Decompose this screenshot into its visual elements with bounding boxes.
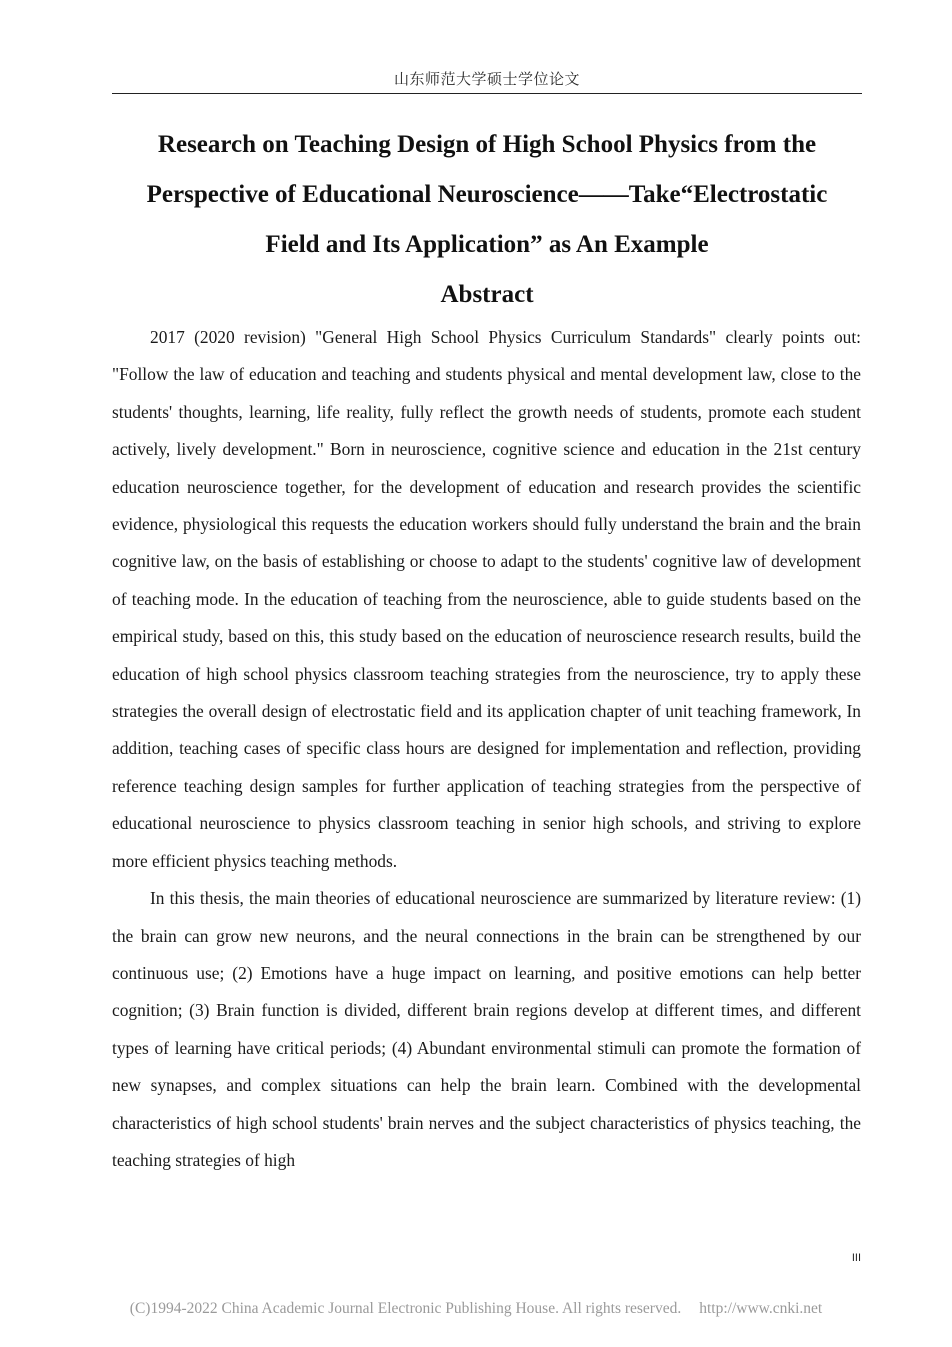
footer [0, 1299, 952, 1319]
footer-url: http://www.cnki.net [699, 1300, 823, 1317]
abstract-paragraph-1: 2017 (2020 revision) "General High School Physics Curriculum Standards" clearly points out: "Follow the law of education and teaching and students physical and mental development law, close to the students' thoughts, learning, life reality, fully reflect the growth needs of students, promote each student actively, lively development." Born in neuroscience, cognitive science and education in the 21st century education neuroscience together, for the development of education and research provides the scientific evidence, physiological this requests the education workers should fully understand the brain and the brain cognitive law, on the basis of establishing or choose to adapt to the students' cognitive law of development of teaching mode. In the education of teaching from the neuroscience, able to guide students based on the empirical study, based on this, this study based on the education of neuroscience research results, build the education of high school physics classroom teaching strategies from the neuroscience, try to apply these strategies the overall design of electrostatic field and its application chapter of unit teaching framework, In addition, teaching cases of specific class hours are designed for implementation and reflection, providing reference teaching design samples for further application of teaching strategies from the perspective of educational neuroscience to physics classroom teaching in senior high schools, and striving to explore more efficient physics teaching methods. [112, 327, 861, 871]
header-rule [112, 93, 862, 94]
abstract-paragraph-2: In this thesis, the main theories of educational neuroscience are summarized by literature review: (1) the brain can grow new neurons, and the neural connections in the brain can be strengthened by our continuous use; (2) Emotions have a huge impact on learning, and positive emotions can help better cognition; (3) Brain function is divided, different brain regions develop at different times, and different types of learning have critical periods; (4) Abundant environmental stimuli can promote the formation of new synapses, and complex situations can help the brain learn. Combined with the developmental characteristics of high school students' brain nerves and the subject characteristics of physics teaching, the teaching strategies of high [112, 888, 861, 1170]
thesis-title-line-3: Field and Its Application” as An Example [265, 231, 709, 258]
running-head: 山东师范大学硕士学位论文 [393, 72, 580, 88]
abstract-heading: Abstract [440, 281, 534, 308]
thesis-title-line-1: Research on Teaching Design of High School Physics from the [157, 131, 817, 158]
thesis-title-line-2: Perspective of Educational Neuroscience——Take“Electrostatic [146, 181, 828, 208]
footer-copyright: (C)1994-2022 China Academic Journal Electronic Publishing House. All rights reserved. [129, 1300, 682, 1317]
title-block [112, 120, 862, 320]
abstract-body [112, 319, 861, 1179]
page-number: III [851, 1252, 861, 1264]
